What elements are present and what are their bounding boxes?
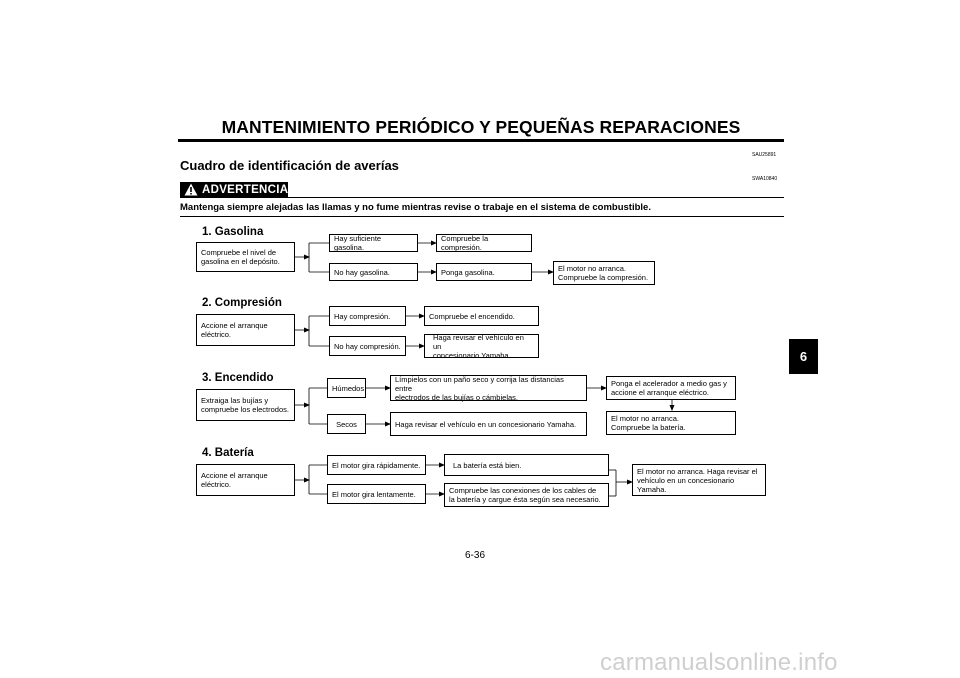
gasolina-no-box: No hay gasolina.	[329, 263, 418, 281]
gasolina-heading: 1. Gasolina	[202, 226, 264, 238]
page-number: 6-36	[465, 550, 486, 561]
encendido-check-battery-box: El motor no arranca. Compruebe la batería.	[606, 411, 736, 435]
chapter-tab: 6	[789, 339, 818, 374]
bateria-heading: 4. Batería	[202, 447, 254, 459]
bateria-slow-box: El motor gira lentamente.	[327, 484, 426, 504]
encendido-clean-plugs-box: Límpielos con un paño seco y corrija las distancias entre electrodos de las bujías o cámbielas.	[390, 375, 587, 401]
encendido-wet-box: Húmedos	[327, 378, 366, 398]
gasolina-no-start-box: El motor no arranca. Compruebe la compresión.	[553, 261, 655, 285]
section-code: SAU25891	[752, 152, 777, 158]
gasolina-refuel-box: Ponga gasolina.	[436, 263, 532, 281]
encendido-half-throttle-box: Ponga el acelerador a medio gas y accione el arranque eléctrico.	[606, 376, 736, 400]
compresion-heading: 2. Compresión	[202, 297, 282, 309]
bateria-check-cables-box: Compruebe las conexiones de los cables de la batería y cargue ésta según sea necesario.	[444, 483, 609, 507]
warning-code: SWA10840	[752, 176, 778, 182]
bateria-dealer-box: El motor no arranca. Haga revisar el vehículo en un concesionario Yamaha.	[632, 464, 766, 496]
warning-text: Mantenga siempre alejadas las llamas y no fume mientras revise o trabaje en el sistema de combustible.	[180, 202, 651, 213]
gasolina-check-compression-box: Compruebe la compresión.	[436, 234, 532, 252]
encendido-start-box: Extraiga las bujías y compruebe los electrodos.	[196, 389, 295, 421]
compresion-start-box: Accione el arranque eléctrico.	[196, 314, 295, 346]
section-title: Cuadro de identificación de averías	[180, 158, 399, 173]
encendido-heading: 3. Encendido	[202, 372, 274, 384]
warning-label: ADVERTENCIA	[202, 184, 289, 196]
watermark: carmanualsonline.info	[600, 649, 838, 676]
compresion-no-box: No hay compresión.	[329, 336, 406, 356]
page-header-title: MANTENIMIENTO PERIÓDICO Y PEQUEÑAS REPARACIONES	[221, 117, 741, 137]
encendido-dry-box: Secos	[327, 414, 366, 434]
compresion-check-ignition-box: Compruebe el encendido.	[424, 306, 539, 326]
compresion-yes-box: Hay compresión.	[329, 306, 406, 326]
bateria-fast-box: El motor gira rápidamente.	[327, 455, 426, 475]
encendido-dealer-box: Haga revisar el vehículo en un concesionario Yamaha.	[390, 412, 587, 436]
bateria-start-box: Accione el arranque eléctrico.	[196, 464, 295, 496]
gasolina-yes-box: Hay suficiente gasolina.	[329, 234, 418, 252]
compresion-dealer-box: Haga revisar el vehículo en un concesionario Yamaha.	[424, 334, 539, 358]
gasolina-start-box: Compruebe el nivel de gasolina en el depósito.	[196, 242, 295, 272]
bateria-ok-box: La batería está bien.	[444, 454, 609, 476]
